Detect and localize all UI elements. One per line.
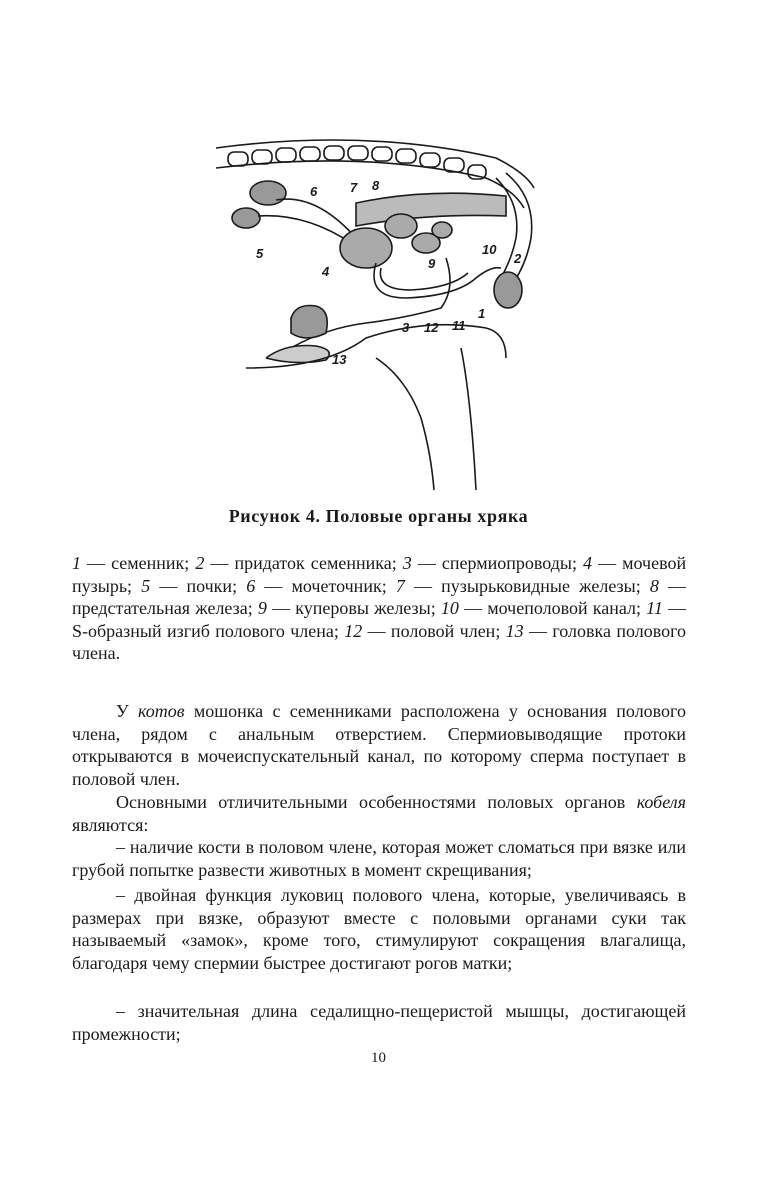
p2-pre: Основными отличительными особенностями половых органов: [116, 792, 637, 812]
legend-text: — придаток семенника;: [210, 553, 397, 573]
legend-num: 3: [402, 553, 412, 573]
legend-item: [344, 621, 500, 641]
paragraph-cats: [72, 700, 686, 790]
boar-reproductive-organs-figure: [206, 118, 540, 490]
legend-text: — мочеточник;: [264, 575, 387, 596]
legend-num: 6: [246, 575, 256, 596]
legend-text: — куперовы железы;: [272, 598, 436, 618]
p1-em: котов: [138, 701, 185, 721]
kidney-upper: [250, 181, 286, 205]
fig-label-12: 12: [424, 320, 439, 335]
legend-num: 13: [505, 620, 524, 641]
legend-num: 8: [649, 575, 659, 596]
paragraph-dogs-intro: [72, 791, 686, 836]
fig-label-13: 13: [332, 352, 347, 367]
legend-text: — половой член;: [367, 620, 501, 641]
legend-text: — головка полового члена.: [72, 620, 687, 663]
legend-num: 7: [395, 575, 405, 596]
legend-text: — пузырьковидные железы;: [413, 575, 641, 596]
legend-text: — спермиопроводы;: [417, 553, 577, 573]
legend-item: [72, 553, 189, 573]
legend-text: — предстательная железа;: [72, 575, 687, 618]
legend-num: 1: [72, 553, 81, 573]
p1-pre: У: [116, 701, 139, 721]
fig-label-5: 5: [256, 246, 264, 261]
kidney-lower: [232, 208, 260, 228]
p2-post: являются:: [72, 814, 149, 835]
legend-item: [403, 553, 577, 573]
p2-em: кобеля: [636, 792, 686, 812]
fig-label-1: 1: [478, 306, 486, 321]
page-number: 10: [371, 1050, 386, 1066]
testis: [494, 272, 522, 308]
fig-label-11: 11: [452, 318, 466, 333]
legend-num: 2: [195, 553, 205, 573]
legend-text: — S-образный изгиб полового члена;: [72, 598, 687, 641]
fig-label-3: 3: [402, 320, 410, 335]
paragraph-bulbs: – двойная функция луковиц полового члена, которые, увеличиваясь в размерах при вязке, образуют вместе с половыми органами суки так называемый «замок», кроме того, стимулируют сокращения влагалища, благодаря чему спермии быстрее достигают рогов матки;: [72, 885, 686, 973]
fig-label-7: 7: [350, 180, 358, 195]
fig-label-6: 6: [310, 184, 318, 199]
legend-text: — семенник;: [87, 553, 190, 573]
fig-label-8: 8: [372, 178, 380, 193]
legend-item: [396, 576, 641, 596]
legend-num: 4: [583, 553, 593, 573]
paragraph-bone: – наличие кости в половом члене, которая может сломаться при вязке или грубой попытке развести животных в момент скрещивания;: [72, 837, 686, 880]
p1-post: мошонка с семенниками расположена у основания полового члена, рядом с анальным отверстием. Спермиовыводящие протоки открываются в мочеиспускательный канал, по которому сперма поступает в половой член.: [72, 701, 686, 789]
legend-text: — мочевой пузырь;: [72, 553, 687, 596]
fig-label-9: 9: [428, 256, 436, 271]
fig-label-10: 10: [482, 242, 497, 257]
legend-num: 12: [344, 620, 363, 641]
legend-text: — мочеполовой канал;: [464, 598, 641, 618]
legend-item: [195, 553, 396, 573]
fig-label-2: 2: [514, 251, 522, 266]
legend-num: 5: [141, 575, 151, 596]
legend-item: [246, 576, 386, 596]
legend-num: 10: [440, 598, 459, 618]
legend-item: [441, 598, 641, 618]
fig-label-4: 4: [322, 264, 330, 279]
legend-num: 11: [646, 598, 663, 618]
legend-item: [258, 598, 436, 618]
legend-item: [141, 576, 237, 596]
bladder: [340, 228, 392, 268]
legend-text: — почки;: [159, 575, 238, 596]
figure-legend: [72, 552, 686, 665]
paragraph-muscle: – значительная длина седалищно-пещеристой мышцы, достигающей промежности;: [72, 1001, 686, 1044]
figure-caption: Рисунок 4. Половые органы хряка: [228, 506, 529, 526]
legend-num: 9: [257, 598, 267, 618]
